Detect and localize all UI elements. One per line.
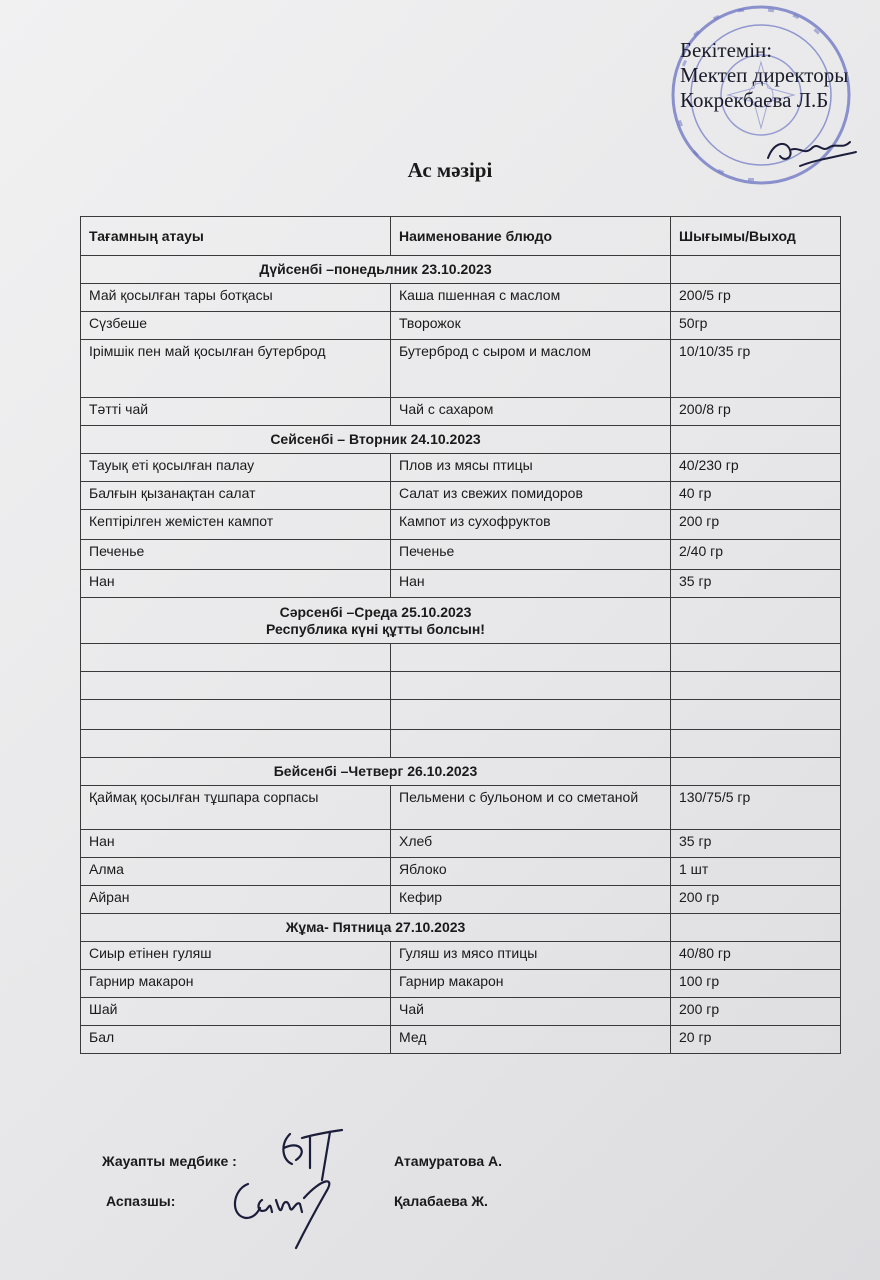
dish-name-kazakh bbox=[81, 672, 391, 700]
dish-name-russian: Гуляш из мясо птицы bbox=[391, 942, 671, 970]
day-label bbox=[81, 256, 671, 284]
dish-name-kazakh bbox=[81, 730, 391, 758]
dish-name-russian bbox=[391, 672, 671, 700]
day-title: Дүйсенбі –понедьлник 23.10.2023 bbox=[259, 261, 492, 277]
table-row bbox=[81, 482, 841, 510]
dish-name-kazakh: Тәтті чай bbox=[81, 398, 391, 426]
dish-name-kazakh: Қаймақ қосылған тұшпара сорпасы bbox=[81, 786, 391, 830]
approval-position: Мектеп директоры bbox=[680, 63, 849, 87]
dish-name-russian: Кампот из сухофруктов bbox=[391, 510, 671, 540]
day-label bbox=[81, 598, 671, 644]
table-row bbox=[81, 672, 841, 700]
cook-signature bbox=[226, 1168, 356, 1252]
table-row bbox=[81, 284, 841, 312]
dish-name-kazakh: Алма bbox=[81, 858, 391, 886]
day-label bbox=[81, 758, 671, 786]
dish-name-russian: Гарнир макарон bbox=[391, 970, 671, 998]
day-header-row bbox=[81, 256, 841, 284]
dish-name-russian: Плов из мясы птицы bbox=[391, 454, 671, 482]
day-label-empty-cell bbox=[671, 598, 841, 644]
cook-name: Қалабаева Ж. bbox=[394, 1193, 488, 1209]
dish-output bbox=[671, 644, 841, 672]
dish-name-russian: Чай с сахаром bbox=[391, 398, 671, 426]
dish-name-russian: Пельмени с бульоном и со сметаной bbox=[391, 786, 671, 830]
approval-person: Кокрекбаева Л.Б bbox=[680, 88, 829, 112]
dish-output: 200/8 гр bbox=[671, 398, 841, 426]
day-label-empty-cell bbox=[671, 256, 841, 284]
dish-name-kazakh bbox=[81, 700, 391, 730]
day-title: Сәрсенбі –Среда 25.10.2023 bbox=[279, 603, 472, 620]
dish-name-russian bbox=[391, 644, 671, 672]
table-header-row bbox=[81, 217, 841, 256]
day-header-row bbox=[81, 758, 841, 786]
dish-name-kazakh: Ірімшік пен май қосылған бутерброд bbox=[81, 340, 391, 398]
menu-table bbox=[80, 216, 841, 1054]
dish-name-kazakh: Сиыр етінен гуляш bbox=[81, 942, 391, 970]
dish-output bbox=[671, 672, 841, 700]
page-title: Ас мәзірі bbox=[407, 158, 493, 182]
table-row bbox=[81, 644, 841, 672]
dish-name-russian: Мед bbox=[391, 1026, 671, 1054]
table-row bbox=[81, 570, 841, 598]
dish-output: 35 гр bbox=[671, 830, 841, 858]
dish-name-kazakh: Нан bbox=[81, 830, 391, 858]
dish-name-russian: Каша пшенная с маслом bbox=[391, 284, 671, 312]
dish-name-russian: Салат из свежих помидоров bbox=[391, 482, 671, 510]
nurse-label: Жауапты медбике : bbox=[102, 1153, 237, 1169]
dish-name-russian: Хлеб bbox=[391, 830, 671, 858]
day-title: Жұма- Пятница 27.10.2023 bbox=[285, 919, 466, 935]
table-row bbox=[81, 700, 841, 730]
dish-output: 2/40 гр bbox=[671, 540, 841, 570]
dish-name-russian: Творожок bbox=[391, 312, 671, 340]
day-label-empty-cell bbox=[671, 426, 841, 454]
day-label-empty-cell bbox=[671, 758, 841, 786]
dish-output: 40/80 гр bbox=[671, 942, 841, 970]
dish-output bbox=[671, 730, 841, 758]
nurse-name: Атамуратова А. bbox=[394, 1153, 503, 1169]
table-row bbox=[81, 540, 841, 570]
dish-name-kazakh: Нан bbox=[81, 570, 391, 598]
dish-name-russian bbox=[391, 730, 671, 758]
dish-name-kazakh: Тауық еті қосылған палау bbox=[81, 454, 391, 482]
table-row bbox=[81, 970, 841, 998]
dish-output: 200 гр bbox=[671, 510, 841, 540]
cook-label: Аспазшы: bbox=[106, 1193, 176, 1209]
table-row bbox=[81, 998, 841, 1026]
dish-name-russian: Печенье bbox=[391, 540, 671, 570]
column-header-russian: Наименование блюдо bbox=[391, 217, 671, 256]
dish-name-russian: Яблоко bbox=[391, 858, 671, 886]
dish-name-russian: Нан bbox=[391, 570, 671, 598]
table-row bbox=[81, 858, 841, 886]
day-label bbox=[81, 426, 671, 454]
day-note: Республика күні құтты болсын! bbox=[266, 620, 485, 637]
table-row bbox=[81, 786, 841, 830]
column-header-kazakh: Тағамның атауы bbox=[81, 217, 391, 256]
dish-name-russian: Кефир bbox=[391, 886, 671, 914]
table-row bbox=[81, 1026, 841, 1054]
dish-name-russian: Бутерброд с сыром и маслом bbox=[391, 340, 671, 398]
dish-name-kazakh: Сүзбеше bbox=[81, 312, 391, 340]
table-row bbox=[81, 830, 841, 858]
dish-name-kazakh bbox=[81, 644, 391, 672]
table-row bbox=[81, 340, 841, 398]
day-label-empty-cell bbox=[671, 914, 841, 942]
dish-output: 50гр bbox=[671, 312, 841, 340]
dish-name-russian bbox=[391, 700, 671, 730]
dish-name-russian: Чай bbox=[391, 998, 671, 1026]
dish-name-kazakh: Гарнир макарон bbox=[81, 970, 391, 998]
dish-output: 20 гр bbox=[671, 1026, 841, 1054]
dish-name-kazakh: Бал bbox=[81, 1026, 391, 1054]
dish-output: 40 гр bbox=[671, 482, 841, 510]
dish-output: 200/5 гр bbox=[671, 284, 841, 312]
table-row bbox=[81, 398, 841, 426]
dish-output: 35 гр bbox=[671, 570, 841, 598]
dish-output: 100 гр bbox=[671, 970, 841, 998]
dish-output: 1 шт bbox=[671, 858, 841, 886]
dish-name-kazakh: Балғын қызанақтан салат bbox=[81, 482, 391, 510]
dish-name-kazakh: Май қосылған тары ботқасы bbox=[81, 284, 391, 312]
table-row bbox=[81, 886, 841, 914]
dish-output: 200 гр bbox=[671, 998, 841, 1026]
table-row bbox=[81, 454, 841, 482]
dish-name-kazakh: Печенье bbox=[81, 540, 391, 570]
day-header-row bbox=[81, 914, 841, 942]
table-row bbox=[81, 312, 841, 340]
day-title: Сейсенбі – Вторник 24.10.2023 bbox=[270, 431, 481, 447]
day-title: Бейсенбі –Четверг 26.10.2023 bbox=[273, 763, 478, 779]
dish-name-kazakh: Кептірілген жемістен кампот bbox=[81, 510, 391, 540]
dish-output: 200 гр bbox=[671, 886, 841, 914]
day-label bbox=[81, 914, 671, 942]
approval-block bbox=[680, 38, 848, 113]
approval-heading: Бекітемін: bbox=[680, 38, 773, 62]
dish-output: 40/230 гр bbox=[671, 454, 841, 482]
menu-table-body bbox=[81, 256, 841, 1054]
day-header-row bbox=[81, 598, 841, 644]
day-header-row bbox=[81, 426, 841, 454]
column-header-output: Шығымы/Выход bbox=[671, 217, 841, 256]
table-row bbox=[81, 730, 841, 758]
table-row bbox=[81, 942, 841, 970]
dish-output: 130/75/5 гр bbox=[671, 786, 841, 830]
dish-name-kazakh: Шай bbox=[81, 998, 391, 1026]
dish-output: 10/10/35 гр bbox=[671, 340, 841, 398]
dish-name-kazakh: Айран bbox=[81, 886, 391, 914]
table-row bbox=[81, 510, 841, 540]
dish-output bbox=[671, 700, 841, 730]
